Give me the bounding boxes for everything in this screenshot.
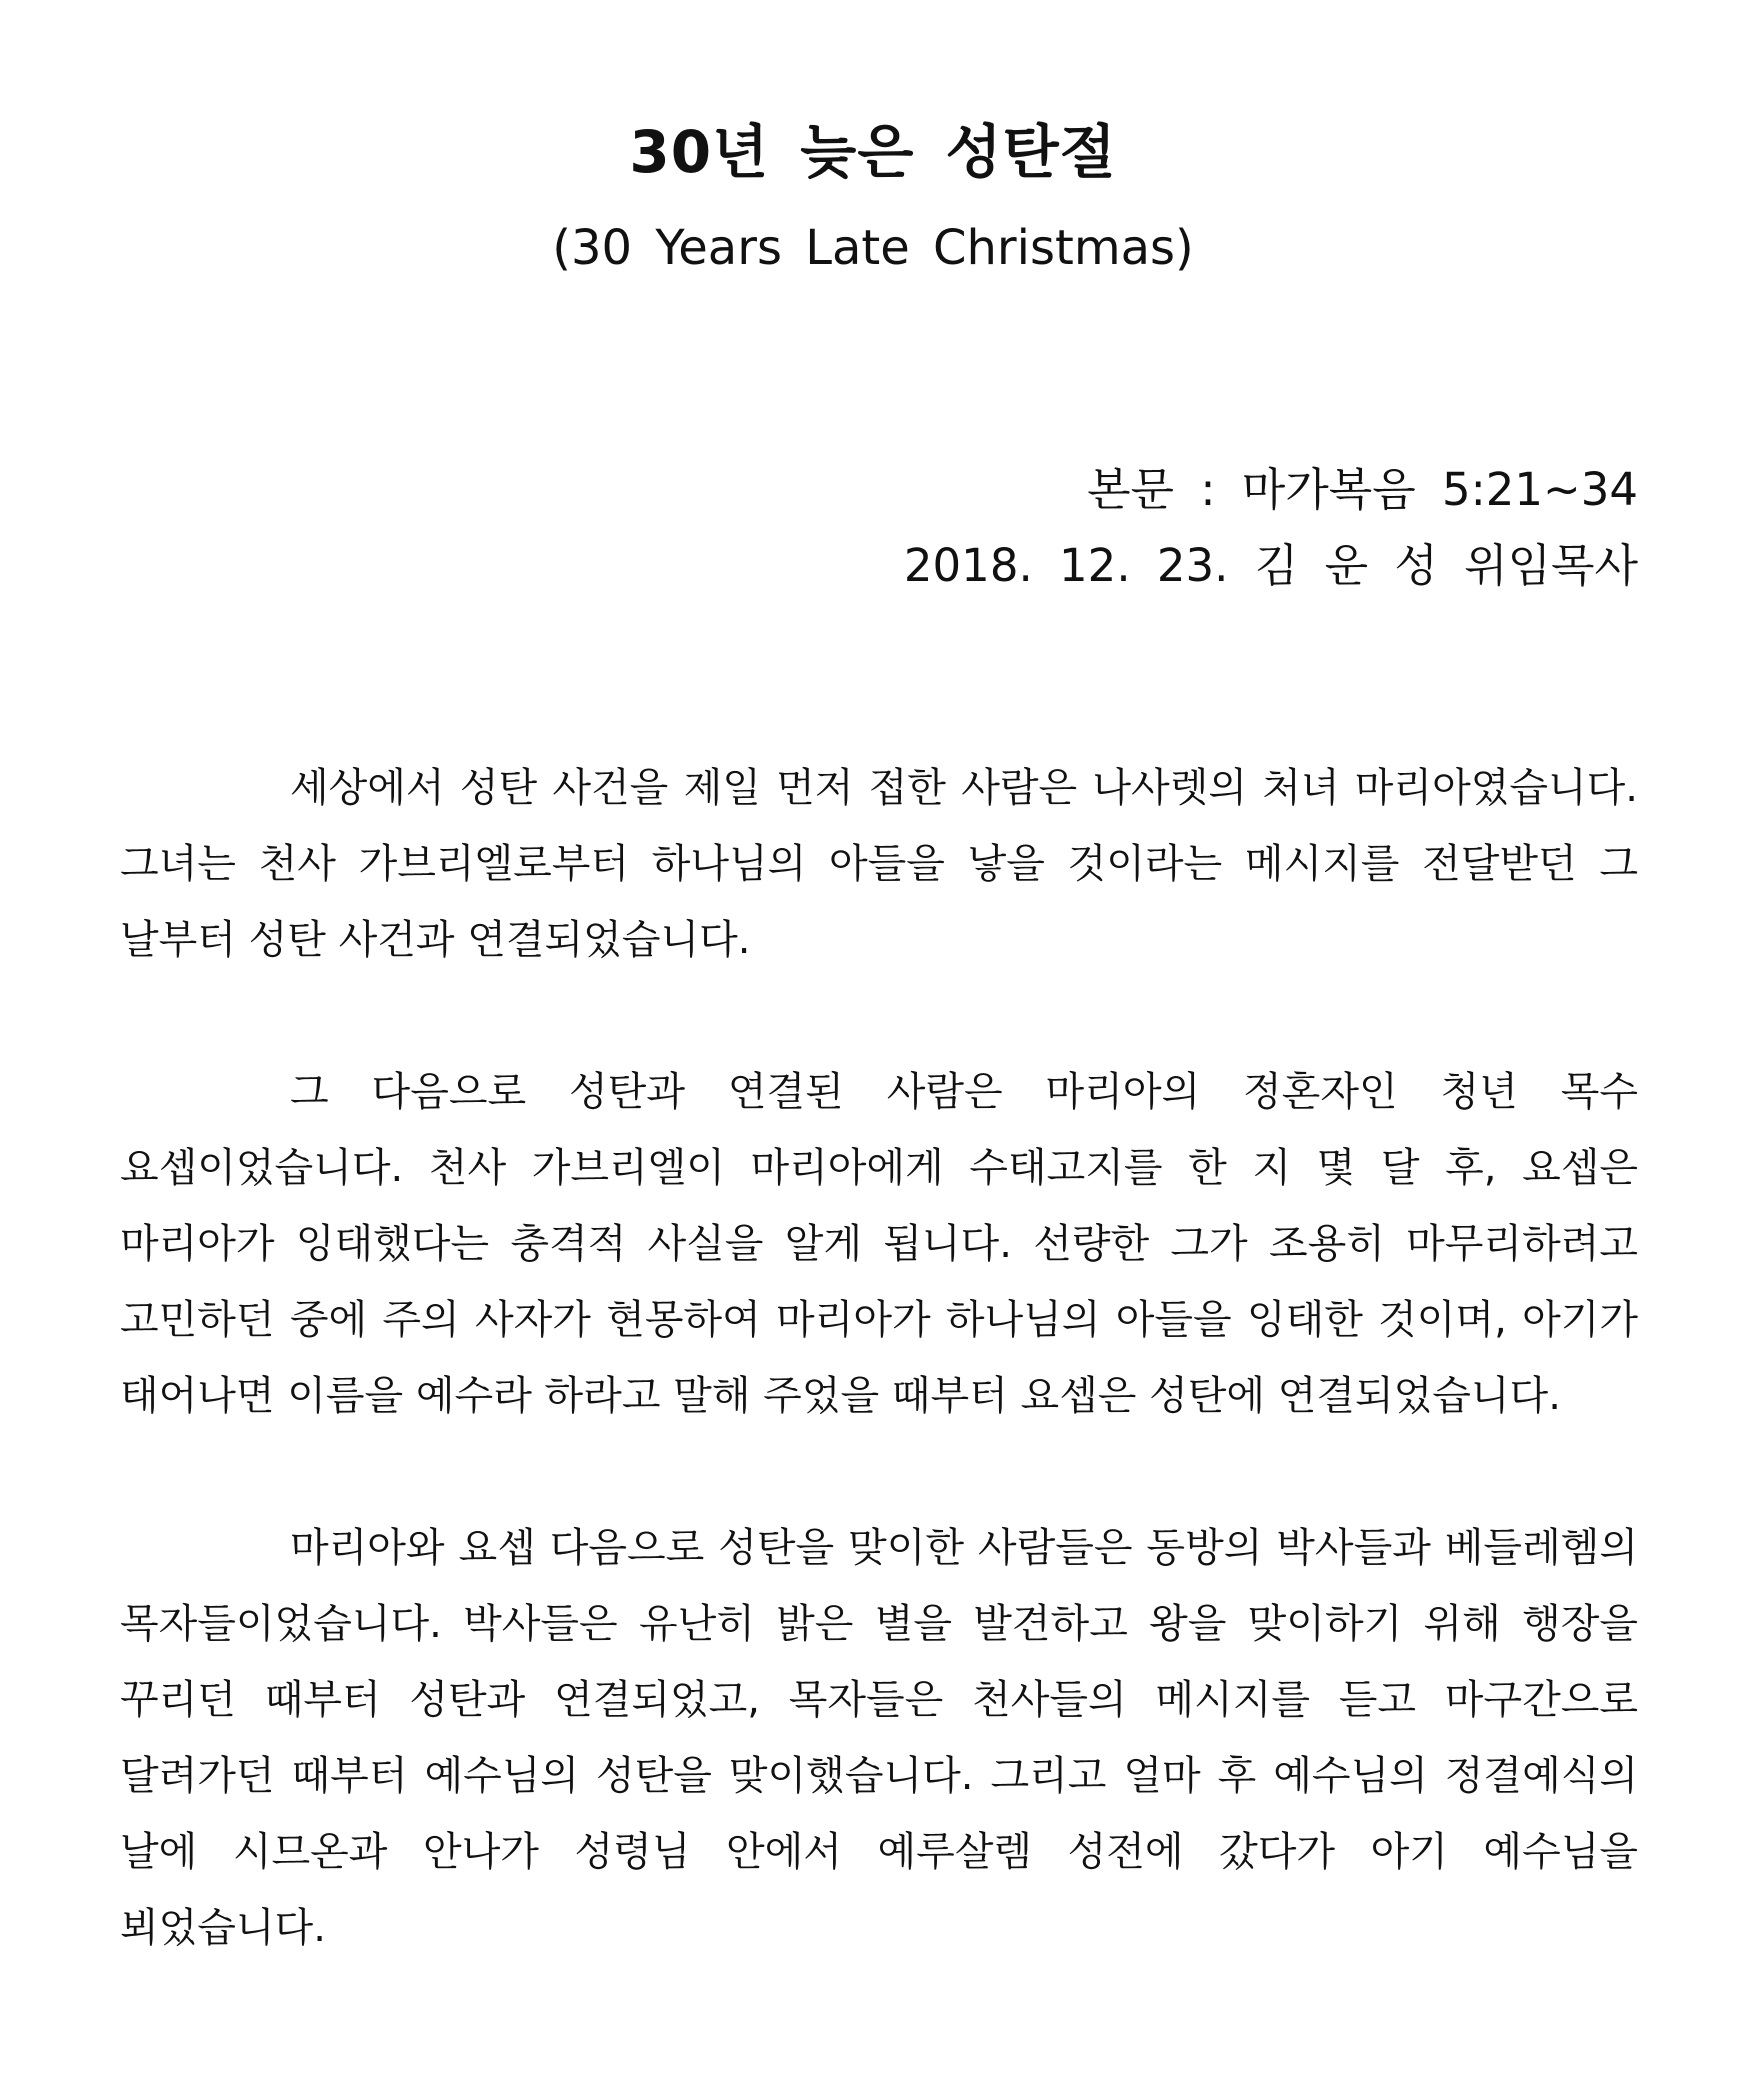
sermon-meta <box>904 452 1638 604</box>
body-text <box>120 750 1638 2042</box>
scripture-reference: 본문 : 마가복음 5:21~34 <box>1087 463 1638 516</box>
date-author: 2018. 12. 23. 김 운 성 위임목사 <box>903 539 1638 592</box>
title-block <box>0 112 1746 280</box>
title-english: (30 Years Late Christmas) <box>552 220 1194 276</box>
paragraph-2: 그 다음으로 성탄과 연결된 사람은 마리아의 정혼자인 청년 목수 요셉이었습니다. 천사 가브리엘이 마리아에게 수태고지를 한 지 몇 달 후, 요셉은 마리아가 잉태했다는 충격적 사실을 알게 됩니다. 선량한 그가 조용히 마무리하려고 고민하던 중에 주의 사자가 현몽하여 마리아가 하나님의 아들을 잉태한 것이며, 아기가 태어나면 이름을 예수라 하라고 말해 주었을 때부터 요셉은 성탄에 연결되었습니다. <box>120 1069 1638 1419</box>
title-korean: 30년 늦은 성탄절 <box>629 118 1117 186</box>
paragraph-3: 마리아와 요셉 다음으로 성탄을 맞이한 사람들은 동방의 박사들과 베들레헴의 목자들이었습니다. 박사들은 유난히 밝은 별을 발견하고 왕을 맞이하기 위해 행장을 꾸리던 때부터 성탄과 연결되었고, 목자들은 천사들의 메시지를 듣고 마구간으로 달려가던 때부터 예수님의 성탄을 맞이했습니다. 그리고 얼마 후 예수님의 정결예식의 날에 시므온과 안나가 성령님 안에서 예루살렘 성전에 갔다가 아기 예수님을 뵈었습니다. <box>120 1525 1638 1951</box>
paragraph-1: 세상에서 성탄 사건을 제일 먼저 접한 사람은 나사렛의 처녀 마리아였습니다. 그녀는 천사 가브리엘로부터 하나님의 아들을 낳을 것이라는 메시지를 전달받던 그 날부터 성탄 사건과 연결되었습니다. <box>120 765 1638 963</box>
